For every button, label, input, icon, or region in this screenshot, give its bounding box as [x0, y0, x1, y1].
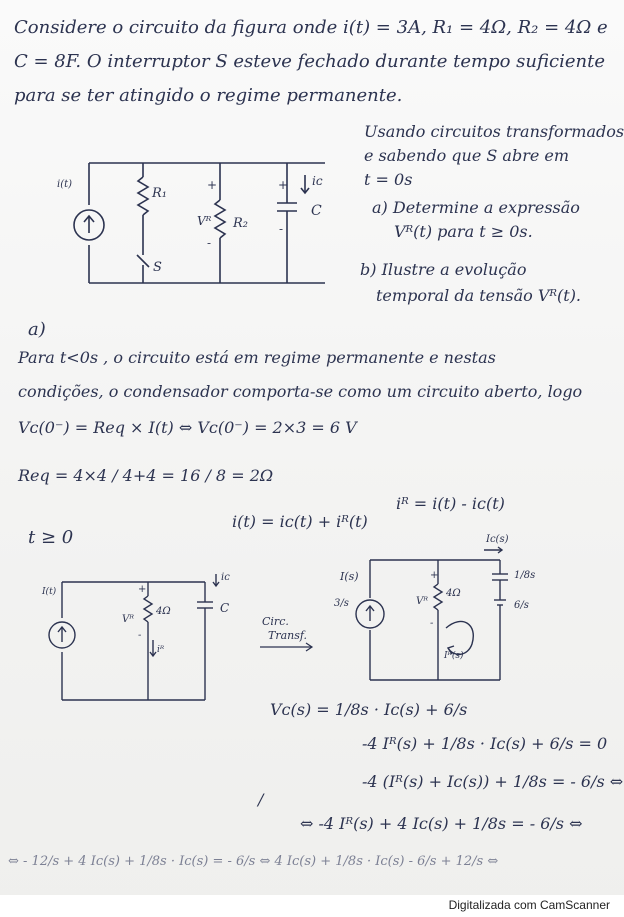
- circuit3-minus: -: [430, 618, 434, 629]
- kcl-it-equation: i(t) = iᴄ(t) + iᴿ(t): [232, 512, 368, 531]
- circuit2-minus: -: [138, 630, 142, 641]
- circuit1-switch-label: S: [153, 260, 162, 275]
- circuit1-source-label: i(t): [57, 179, 73, 190]
- statement-line-1: Considere o circuito da figura onde i(t) = 3A, R₁ = 4Ω, R₂ = 4Ω e: [14, 17, 608, 38]
- circuit2-ir-label: iᴿ: [157, 645, 165, 655]
- circuit3-cap-impedance: 1/8s: [514, 570, 536, 581]
- transform-arrow-icon: [258, 642, 318, 652]
- equation-kvl-3: ⇔ -4 Iᴿ(s) + 4 Iᴄ(s) + 1/8s = - 6/s ⇔: [300, 814, 583, 833]
- circuit-diagram-t-positive: [40, 572, 250, 707]
- equation-kvl-1: -4 Iᴿ(s) + 1/8s · Iᴄ(s) + 6/s = 0: [362, 734, 608, 753]
- circuit-diagram-transformed: [334, 528, 574, 688]
- circuit1-plus: +: [207, 178, 218, 192]
- kcl-ir-equation: iᴿ = i(t) - iᴄ(t): [396, 494, 505, 513]
- circuit1-ic-label: iᴄ: [312, 174, 323, 188]
- equation-kvl-4: ⇔ - 12/s + 4 Iᴄ(s) + 1/8s · Iᴄ(s) = - 6/s ⇔ 4 Iᴄ(s) + 1/8s · Iᴄ(s) - 6/s + 12/s ⇔: [8, 854, 499, 869]
- circuit2-cap-label: C: [220, 601, 230, 615]
- solution-line-1: Para t<0s , o circuito está em regime permanente e nestas: [18, 348, 496, 367]
- scanner-watermark: Digitalizada com CamScanner: [448, 898, 610, 912]
- circuit2-ic-label: iᴄ: [221, 572, 230, 583]
- question-a-line-1: a) Determine a expressão: [372, 198, 580, 217]
- circuit3-source-label: I(s): [340, 570, 359, 583]
- circuit2-source-label: I(t): [42, 587, 57, 597]
- solution-req-line: Req = 4×4 / 4+4 = 16 / 8 = 2Ω: [18, 466, 274, 485]
- circuit3-ir-label: Iᴿ(s): [444, 651, 464, 661]
- circuit3-vr-label: Vᴿ: [416, 596, 428, 607]
- equation-vc-s: Vᴄ(s) = 1/8s · Iᴄ(s) + 6/s: [270, 700, 468, 719]
- question-b-line-1: b) Ilustre a evolução: [360, 260, 527, 279]
- circuit1-cap-plus: +: [278, 178, 289, 192]
- circuit2-res-label: 4Ω: [156, 606, 171, 617]
- circuit3-plus: +: [430, 570, 439, 581]
- circuit3-cap-voltage: 6/s: [514, 600, 529, 611]
- circuit2-plus: +: [138, 584, 147, 595]
- circuit1-minus: -: [207, 236, 212, 250]
- side-text-line-2: e sabendo que S abre em: [364, 146, 570, 165]
- statement-line-3: para se ter atingido o regime permanente.: [14, 85, 403, 106]
- transform-label-line-2: Transf.: [268, 629, 308, 642]
- circuit1-cap-minus: -: [279, 222, 284, 236]
- solution-line-2: condições, o condensador comporta-se como um circuito aberto, logo: [18, 382, 583, 401]
- circuit2-vr-label: Vᴿ: [122, 614, 134, 625]
- equation-stray-mark: /: [258, 790, 264, 809]
- t-ge-zero-heading: t ≥ 0: [28, 527, 74, 548]
- part-a-heading: a): [28, 319, 46, 340]
- side-text-line-3: t = 0s: [364, 170, 413, 189]
- equation-kvl-2: -4 (Iᴿ(s) + Iᴄ(s)) + 1/8s = - 6/s ⇔: [362, 772, 624, 791]
- question-a-line-2: Vᴿ(t) para t ≥ 0s.: [394, 222, 533, 241]
- circuit1-r2-label: R₂: [233, 216, 248, 231]
- circuit3-source-value: 3/s: [334, 598, 349, 609]
- circuit1-cap-label: C: [311, 203, 322, 219]
- scanner-footer: [0, 895, 624, 917]
- statement-line-2: C = 8F. O interruptor S esteve fechado durante tempo suficiente: [14, 51, 605, 72]
- circuit1-r1-label: R₁: [152, 186, 167, 201]
- solution-line-3: Vᴄ(0⁻) = Req × I(t) ⇔ Vᴄ(0⁻) = 2×3 = 6 V: [18, 418, 357, 437]
- side-text-line-1: Usando circuitos transformados: [364, 122, 624, 141]
- question-b-line-2: temporal da tensão Vᴿ(t).: [376, 286, 582, 305]
- circuit1-vr-label: Vᴿ: [197, 214, 212, 228]
- transform-label-line-1: Circ.: [262, 615, 289, 628]
- circuit3-res-label: 4Ω: [446, 588, 461, 599]
- circuit-diagram-original: [55, 155, 355, 295]
- circuit3-ic-label: Iᴄ(s): [486, 534, 509, 545]
